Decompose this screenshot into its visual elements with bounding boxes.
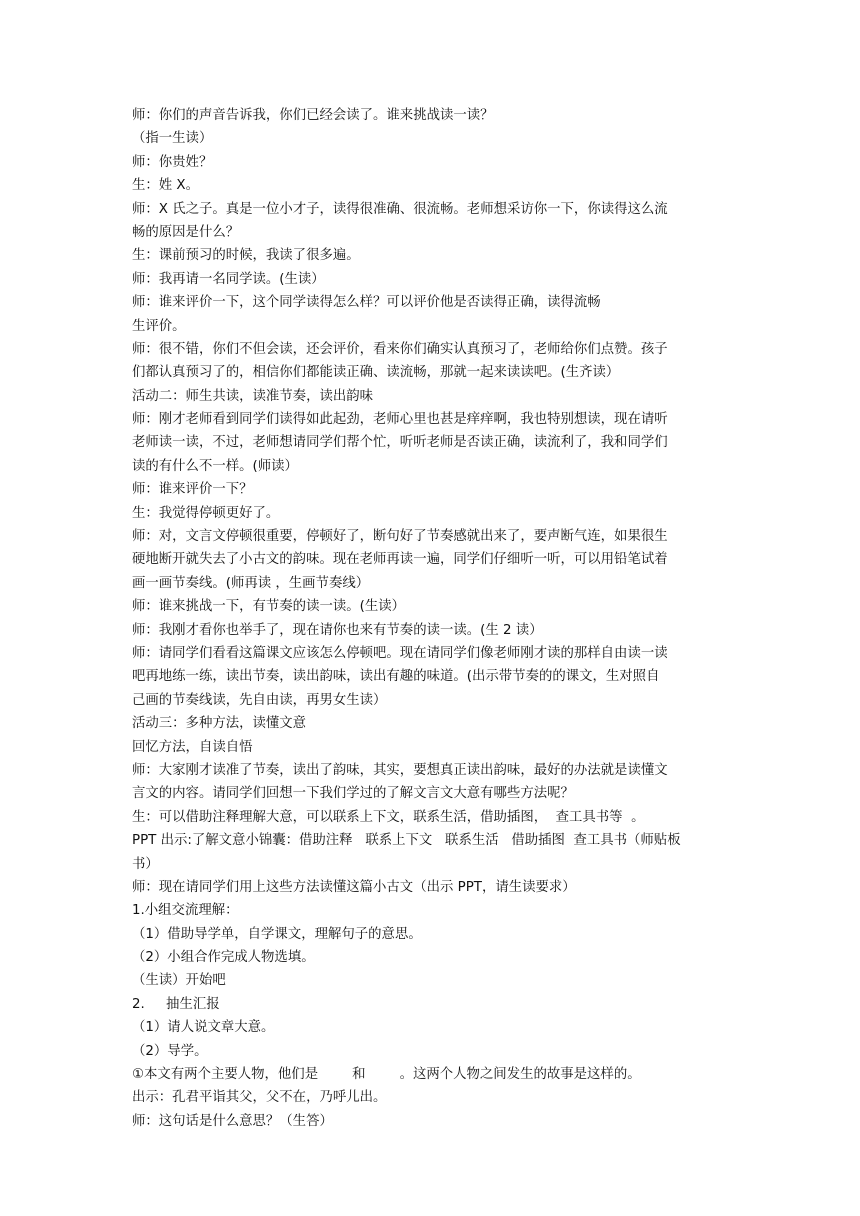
text-line: 生评价。 [132, 318, 186, 334]
text-line: 师：刚才老师看到同学们读得如此起劲，老师心里也甚是痒痒啊，我也特别想读，现在请听 [132, 412, 668, 428]
text-line: 师：大家刚才读准了节奏，读出了韵味，其实，要想真正读出韵味，最好的办法就是读懂文 [132, 762, 668, 778]
text-line: 言文的内容。请同学们回想一下我们学过的了解文言文大意有哪些方法呢？ [132, 786, 574, 802]
text-line: 出示：孔君平诣其父，父不在，乃呼儿出。 [132, 1090, 387, 1106]
text-line: 生：可以借助注释理解大意，可以联系上下文，联系生活，借助插图， 查工具书等 。 [132, 809, 645, 825]
text-line: 老师读一读，不过，老师想请同学们帮个忙，听听老师是否读正确，读流利了，我和同学们 [132, 435, 668, 451]
list-heading: 1.小组交流理解： [132, 903, 239, 919]
text-line: 书） [132, 856, 159, 872]
list-item: （1）请人说文章大意。 [132, 1020, 275, 1036]
list-item: （1）借助导学单，自学课文，理解句子的意思。 [132, 926, 422, 942]
subsection-heading: 回忆方法，自读自悟 [132, 739, 253, 755]
text-line: 师：对，文言文停顿很重要，停顿好了，断句好了节奏感就出来了，要声断气连，如果很生 [132, 529, 668, 545]
text-line: 硬地断开就失去了小古文的韵味。现在老师再读一遍，同学们仔细听一听，可以用铅笔试着 [132, 552, 668, 568]
list-item: （2）小组合作完成人物选填。 [132, 950, 315, 966]
section-heading: 活动二：师生共读，读准节奏，读出韵味 [132, 388, 374, 404]
text-line: PPT 出示:了解文意小锦囊：借助注释 联系上下文 联系生活 借助插图 查工具书（师贴板 [132, 833, 681, 849]
text-line: 师：现在请同学们用上这些方法读懂这篇小古文（出示 PPT，请生读要求） [132, 879, 576, 895]
text-line: 师：请同学们看看这篇课文应该怎么停顿吧。现在请同学们像老师刚才读的那样自由读一读 [132, 645, 668, 661]
text-line: 畅的原因是什么？ [132, 224, 240, 240]
text-line: 生：课前预习的时候，我读了很多遍。 [132, 248, 360, 264]
text-line: 师：你贵姓？ [132, 154, 213, 170]
text-line: 读的有什么不一样。(师读） [132, 458, 298, 474]
section-heading: 活动三：多种方法，读懂文意 [132, 716, 307, 732]
text-line: 师：我刚才看你也举手了，现在请你也来有节奏的读一读。(生 2 读） [132, 622, 543, 638]
text-line: 吧再地练一练，读出节奏，读出韵味，读出有趣的味道。(出示带节奏的的课文，生对照自 [132, 669, 660, 685]
text-line: ①本文有两个主要人物，他们是 和 。这两个人物之间发生的故事是这样的。 [132, 1067, 641, 1083]
text-line: 画一画节奏线。(师再读 ，生画节奏线） [132, 575, 370, 591]
list-heading: 2. 抽生汇报 [132, 996, 220, 1012]
text-line: 师：X 氏之子。真是一位小才子，读得很准确、很流畅。老师想采访你一下，你读得这么流 [132, 201, 668, 217]
list-item: （2）导学。 [132, 1043, 208, 1059]
text-line: 师：我再请一名同学读。(生读） [132, 271, 325, 287]
text-line: 师：你们的声音告诉我，你们已经会读了。谁来挑战读一读？ [132, 108, 494, 123]
document-body [132, 104, 732, 1133]
text-line: 师：谁来评价一下，这个同学读得怎么样？可以评价他是否读得正确，读得流畅 [132, 295, 601, 311]
text-line: 生：姓 X。 [132, 178, 199, 194]
text-line: 师：谁来挑战一下，有节奏的读一读。(生读） [132, 599, 406, 615]
text-line: 师：这句话是什么意思？（生答） [132, 1113, 333, 1129]
text-line: （生读）开始吧 [132, 973, 226, 989]
text-line: 师：谁来评价一下？ [132, 482, 253, 498]
text-line: 己画的节奏线读，先自由读，再男女生读） [132, 692, 387, 708]
text-line: （指一生读） [132, 131, 213, 147]
text-line: 们都认真预习了的，相信你们都能读正确、读流畅，那就一起来读读吧。(生齐读） [132, 365, 620, 381]
text-line: 师：很不错，你们不但会读，还会评价，看来你们确实认真预习了，老师给你们点赞。孩子 [132, 341, 668, 357]
text-line: 生：我觉得停顿更好了。 [132, 505, 280, 521]
